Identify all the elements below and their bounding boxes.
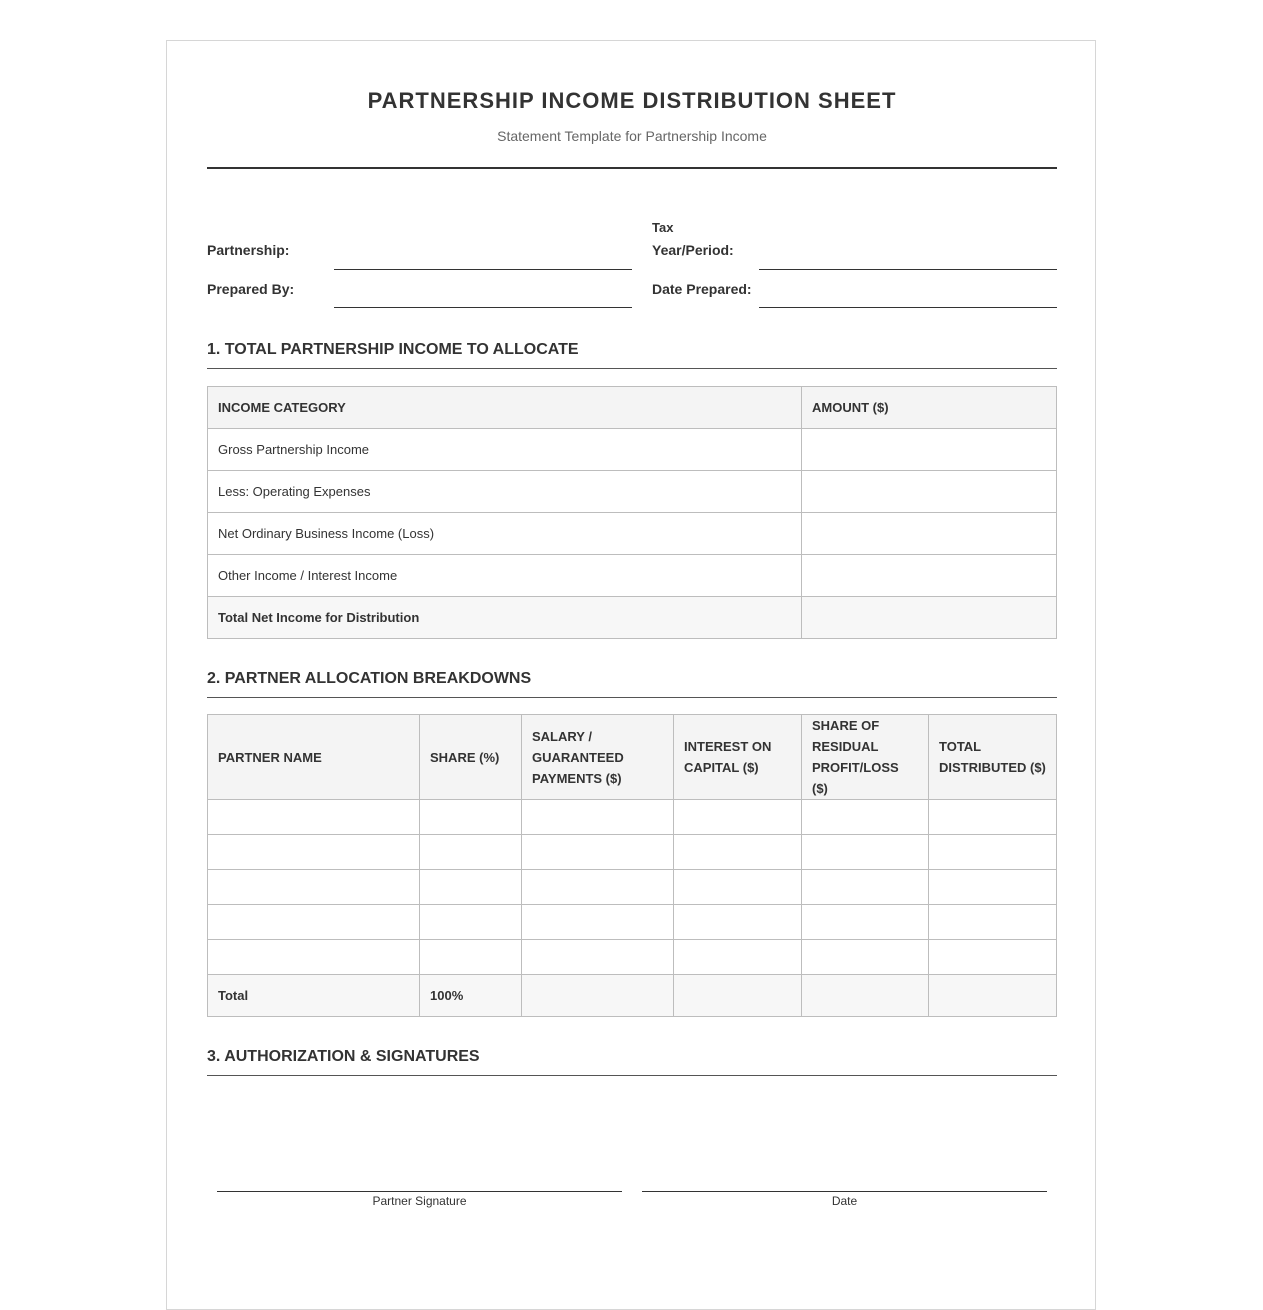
share-cell[interactable]	[420, 870, 522, 905]
section-title-income: 1. TOTAL PARTNERSHIP INCOME TO ALLOCATE	[207, 341, 1057, 369]
column-header: INCOME CATEGORY	[208, 387, 802, 429]
column-header: TOTAL DISTRIBUTED ($)	[929, 715, 1057, 800]
total-interest-cell[interactable]	[674, 975, 802, 1017]
partner-name-cell[interactable]	[208, 835, 420, 870]
section-title-allocation: 2. PARTNER ALLOCATION BREAKDOWNS	[207, 670, 1057, 698]
share-cell[interactable]	[420, 905, 522, 940]
page-title: PARTNERSHIP INCOME DISTRIBUTION SHEET	[367, 88, 897, 113]
total-row	[208, 975, 1057, 1017]
income-category-cell: Other Income / Interest Income	[208, 555, 802, 597]
interest-cell[interactable]	[674, 940, 802, 975]
table-row	[208, 940, 1057, 975]
document-page	[166, 40, 1096, 1310]
salary-cell[interactable]	[522, 800, 674, 835]
partner-signature-caption: Partner Signature	[372, 1194, 467, 1208]
title-divider	[207, 167, 1057, 169]
total-distributed-cell[interactable]	[929, 835, 1057, 870]
section-title-signatures: 3. AUTHORIZATION & SIGNATURES	[207, 1048, 1057, 1076]
total-distributed-cell[interactable]	[929, 800, 1057, 835]
residual-cell[interactable]	[802, 800, 929, 835]
tax-label-line2: Year/Period:	[652, 242, 734, 258]
prepared-by-field[interactable]	[334, 307, 632, 308]
partnership-label: Partnership:	[207, 242, 290, 258]
income-category-cell: Gross Partnership Income	[208, 429, 802, 471]
total-row	[208, 597, 1057, 639]
column-header: PARTNER NAME	[208, 715, 420, 800]
amount-cell[interactable]	[802, 555, 1057, 597]
residual-cell[interactable]	[802, 870, 929, 905]
total-salary-cell[interactable]	[522, 975, 674, 1017]
column-header: SHARE OF RESIDUAL PROFIT/LOSS ($)	[802, 715, 929, 800]
partner-name-cell[interactable]	[208, 905, 420, 940]
table-row	[208, 835, 1057, 870]
total-label-cell: Total	[208, 975, 420, 1017]
partner-signature-line[interactable]	[217, 1191, 622, 1192]
interest-cell[interactable]	[674, 835, 802, 870]
column-header: INTEREST ON CAPITAL ($)	[674, 715, 802, 800]
share-cell[interactable]	[420, 835, 522, 870]
column-header: AMOUNT ($)	[802, 387, 1057, 429]
residual-cell[interactable]	[802, 905, 929, 940]
partner-name-cell[interactable]	[208, 940, 420, 975]
total-label-cell: Total Net Income for Distribution	[208, 597, 802, 639]
total-amount-cell[interactable]	[802, 597, 1057, 639]
total-distributed-cell[interactable]	[929, 975, 1057, 1017]
interest-cell[interactable]	[674, 800, 802, 835]
salary-cell[interactable]	[522, 835, 674, 870]
amount-cell[interactable]	[802, 513, 1057, 555]
table-row	[208, 471, 1057, 513]
share-cell[interactable]	[420, 940, 522, 975]
date-signature-caption: Date	[831, 1194, 858, 1208]
income-category-cell: Net Ordinary Business Income (Loss)	[208, 513, 802, 555]
partner-name-cell[interactable]	[208, 870, 420, 905]
table-row	[208, 429, 1057, 471]
partner-name-cell[interactable]	[208, 800, 420, 835]
tax-year-field[interactable]	[759, 269, 1057, 270]
interest-cell[interactable]	[674, 905, 802, 940]
table-row	[208, 800, 1057, 835]
column-header: SHARE (%)	[420, 715, 522, 800]
interest-cell[interactable]	[674, 870, 802, 905]
date-signature-line[interactable]	[642, 1191, 1047, 1192]
total-distributed-cell[interactable]	[929, 870, 1057, 905]
salary-cell[interactable]	[522, 905, 674, 940]
prepared-by-label: Prepared By:	[207, 281, 295, 297]
date-prepared-field[interactable]	[759, 307, 1057, 308]
tax-label-line1: Tax	[652, 220, 674, 235]
table-row	[208, 905, 1057, 940]
table-row	[208, 870, 1057, 905]
income-category-cell: Less: Operating Expenses	[208, 471, 802, 513]
amount-cell[interactable]	[802, 429, 1057, 471]
total-residual-cell[interactable]	[802, 975, 929, 1017]
table-header-row	[208, 715, 1057, 800]
income-table	[207, 386, 1057, 639]
residual-cell[interactable]	[802, 940, 929, 975]
table-header-row	[208, 387, 1057, 429]
salary-cell[interactable]	[522, 870, 674, 905]
total-share-cell: 100%	[420, 975, 522, 1017]
partnership-field[interactable]	[334, 269, 632, 270]
date-prepared-label: Date Prepared:	[652, 281, 752, 297]
table-row	[208, 555, 1057, 597]
total-distributed-cell[interactable]	[929, 905, 1057, 940]
share-cell[interactable]	[420, 800, 522, 835]
total-distributed-cell[interactable]	[929, 940, 1057, 975]
column-header: SALARY / GUARANTEED PAYMENTS ($)	[522, 715, 674, 800]
page-subtitle: Statement Template for Partnership Income	[497, 128, 767, 144]
table-row	[208, 513, 1057, 555]
salary-cell[interactable]	[522, 940, 674, 975]
allocation-table	[207, 714, 1057, 1017]
residual-cell[interactable]	[802, 835, 929, 870]
amount-cell[interactable]	[802, 471, 1057, 513]
